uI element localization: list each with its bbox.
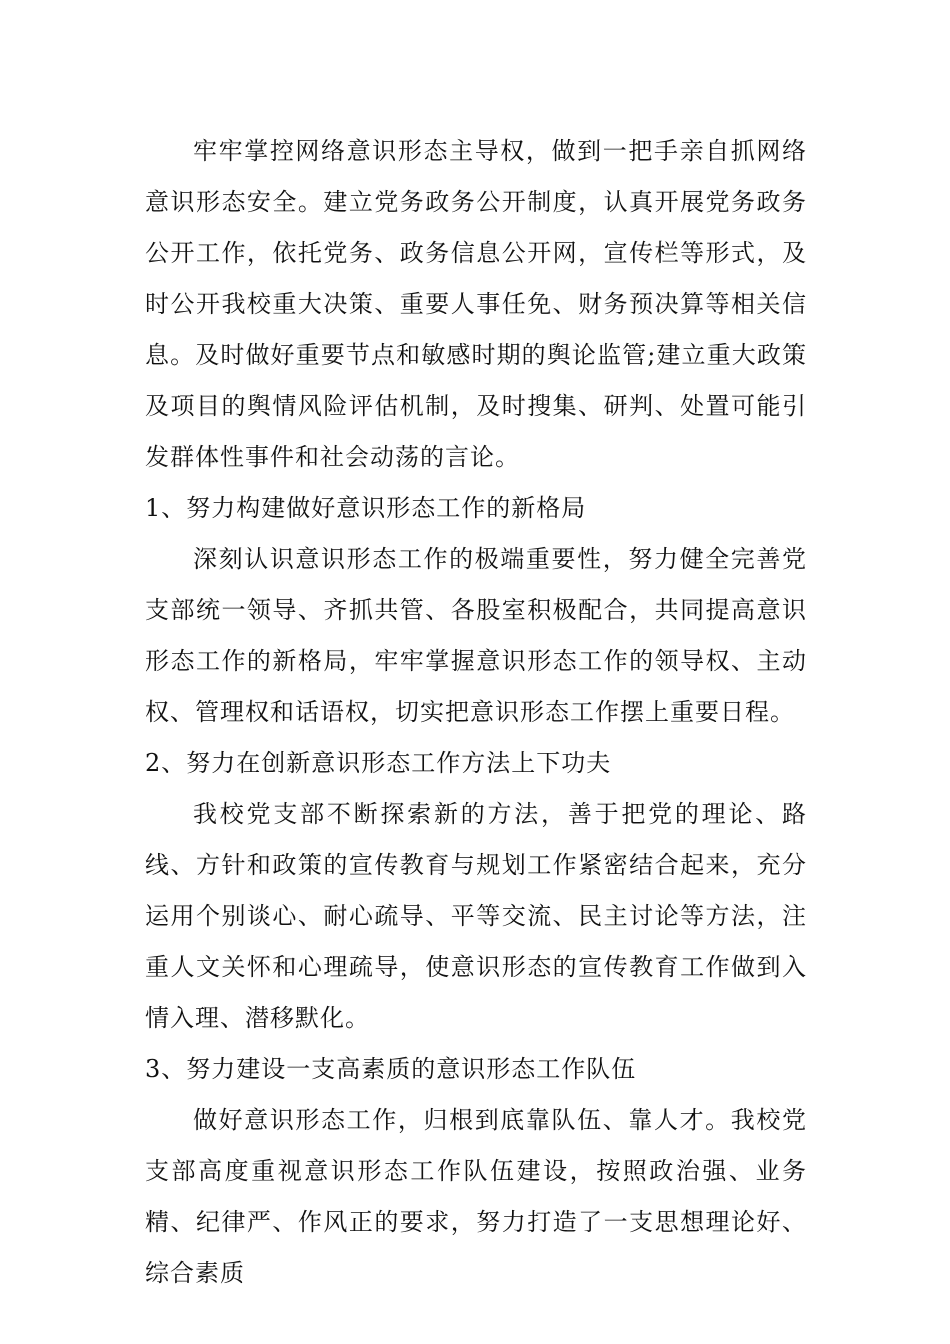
body-paragraph: 牢牢掌控网络意识形态主导权，做到一把手亲自抓网络意识形态安全。建立党务政务公开制度，认真开展党务政务公开工作，依托党务、政务信息公开网，宣传栏等形式，及时公开我校重大决策、重要人事任免、财务预决算等相关信息。及时做好重要节点和敏感时期的舆论监管;建立重大政策及项目的舆情风险评估机制，及时搜集、研判、处置可能引发群体性事件和社会动荡的言论。 xyxy=(145,137,807,471)
document-body xyxy=(145,126,807,1299)
section-heading: 3、努力建设一支高素质的意识形态工作队伍 xyxy=(145,1055,637,1083)
body-paragraph: 我校党支部不断探索新的方法，善于把党的理论、路线、方针和政策的宣传教育与规划工作紧密结合起来，充分运用个别谈心、耐心疏导、平等交流、民主讨论等方法，注重人文关怀和心理疏导，使意识形态的宣传教育工作做到入情入理、潜移默化。 xyxy=(145,800,807,1032)
section-heading: 2、努力在创新意识形态工作方法上下功夫 xyxy=(145,749,612,777)
body-paragraph: 深刻认识意识形态工作的极端重要性，努力健全完善党支部统一领导、齐抓共管、各股室积极配合，共同提高意识形态工作的新格局，牢牢掌握意识形态工作的领导权、主动权、管理权和话语权，切实把意识形态工作摆上重要日程。 xyxy=(145,545,807,726)
section-heading: 1、努力构建做好意识形态工作的新格局 xyxy=(145,494,587,522)
body-paragraph: 做好意识形态工作，归根到底靠队伍、靠人才。我校党支部高度重视意识形态工作队伍建设，按照政治强、业务精、纪律严、作风正的要求，努力打造了一支思想理论好、综合素质 xyxy=(145,1106,807,1287)
